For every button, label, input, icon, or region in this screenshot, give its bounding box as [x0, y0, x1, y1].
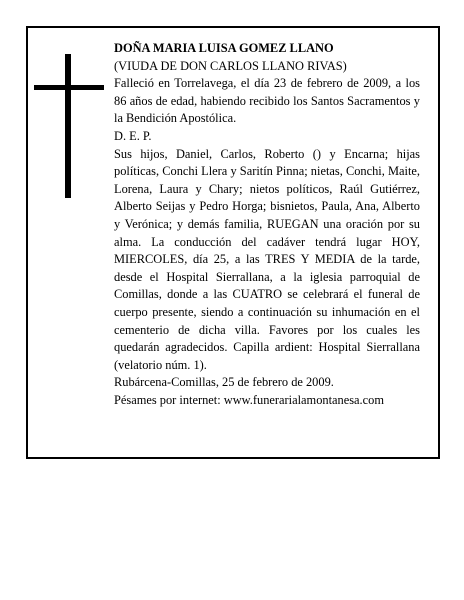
family-and-funeral-text: Sus hijos, Daniel, Carlos, Roberto () y Encarna; hijas políticas, Conchi Llera y Saritín Pinna; nietas, Conchi, Maite, Lorena, Laura y Chary; nietos políticos, Raúl Gutiérrez, Alberto Seijas y Pedro Horga; bisnietos, Paula, Ana, Alberto y Verónica; y demás familia, RUEGAN una oración por su alma. La conducción del cadáver tendrá lugar HOY, MIERCOLES, día 25, a las TRES Y MEDIA de la tarde, desde el Hospital Sierrallana, a la iglesia parroquial de Comillas, donde a las CUATRO se celebrará el funeral de cuerpo presente, siendo a continuación su inhumación en el cementerio de dicha villa. Favores por los cuales les quedarán agradecidos. Capilla ardient: Hospital Sierrallana (velatorio núm. 1).	[114, 146, 420, 372]
cross-icon	[34, 54, 104, 198]
death-info: Falleció en Torrelavega, el día 23 de febrero de 2009, a los 86 años de edad, habiendo recibido los Santos Sacramentos y la Bendición Apostólica.	[114, 76, 420, 126]
obituary-text	[114, 40, 420, 409]
rip-line: D. E. P.	[114, 128, 152, 143]
deceased-name: DOÑA MARIA LUISA GOMEZ LLANO	[114, 41, 334, 55]
widow-of-line: (VIUDA DE DON CARLOS LLANO RIVAS)	[114, 58, 347, 73]
cross-horizontal-bar	[34, 85, 104, 90]
place-date: Rubárcena-Comillas, 25 de febrero de 2009.	[114, 375, 334, 390]
condolences-line: Pésames por internet: www.funerarialamontanesa.com	[114, 392, 384, 407]
cross-vertical-bar	[65, 54, 71, 198]
